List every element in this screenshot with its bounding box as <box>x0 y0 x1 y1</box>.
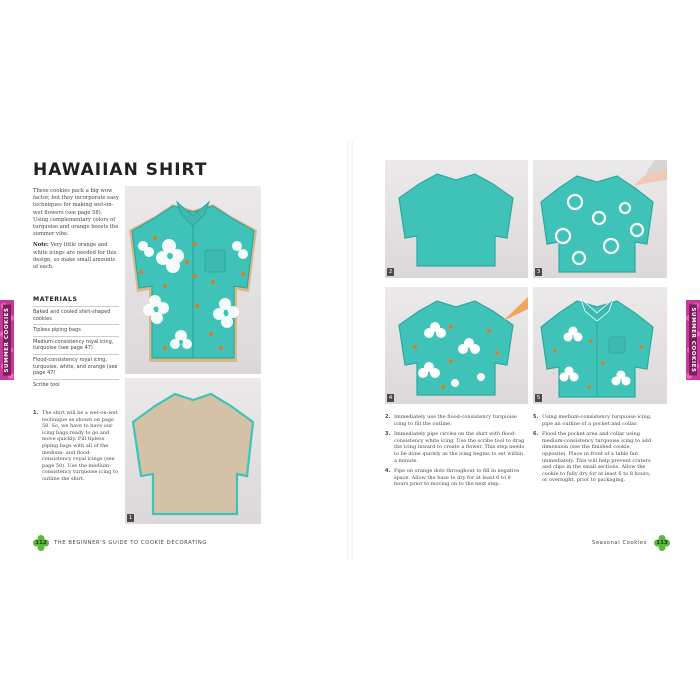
step-text: The shirt will be a wet-on-wet technique as shown on page 58. So, we have to have our icing bags ready to go and move quickly. Fill tipless piping bags with all of the medium- and flood-consistency royal icings (see page 50). Use the medium-consistency turquoise icing to outline the shirt. <box>42 410 118 482</box>
page-number-badge <box>33 535 49 551</box>
chapter-side-tab <box>0 300 14 380</box>
finished-cookie-photo <box>125 186 261 374</box>
step-3 <box>385 431 525 464</box>
intro-text <box>33 188 119 275</box>
material-item: Baked and cooled shirt-shaped cookies <box>33 306 119 324</box>
step-text: Immediately use the flood-consistency turquoise icing to fill the outline. <box>394 414 517 427</box>
page-number: 112 <box>35 540 47 546</box>
material-item: Medium-consistency royal icing, turquoise (see page 47) <box>33 336 119 354</box>
step-photo-1 <box>125 378 261 524</box>
step-text: Pipe on orange dots throughout to fill in negative space. Allow the base to dry for at least 6 to 8 hours prior to moving on to the next step. <box>394 468 520 488</box>
step-5 <box>533 414 657 427</box>
steps-right-col2 <box>533 414 657 488</box>
page-title: HAWAIIAN SHIRT <box>33 160 208 180</box>
step-photo-3 <box>533 160 667 278</box>
steps-left <box>33 410 119 487</box>
book-gutter <box>347 140 353 560</box>
chapter-side-tab-right <box>686 300 700 380</box>
material-item: Tipless piping bags <box>33 324 119 336</box>
step-number: 4. <box>385 468 391 475</box>
step-2 <box>385 414 525 427</box>
steps-right-col1 <box>385 414 525 492</box>
material-item: Scribe tool <box>33 379 119 391</box>
step-4 <box>385 468 525 488</box>
page-number-badge <box>654 535 670 551</box>
page-number: 113 <box>656 540 668 546</box>
step-photo-4 <box>385 287 528 404</box>
step-photo-5 <box>533 287 667 404</box>
photo-badge: 2 <box>388 269 393 275</box>
photo-badge: 5 <box>536 395 541 401</box>
step-number: 5. <box>533 414 539 420</box>
page-folio: Seasonal Cookies <box>592 540 648 546</box>
materials-list <box>33 296 119 390</box>
circles-shirt-cookie <box>533 160 667 278</box>
page-folio: THE BEGINNER'S GUIDE TO COOKIE DECORATING <box>54 540 207 546</box>
step-number: 2. <box>385 414 391 420</box>
note-label: Note: <box>33 242 49 249</box>
intro-paragraph: These cookies pack a big wow factor, but they incorporate easy techniques for making wet-on-wet flowers (see page 58). Using complementary colors of turquoise and orange boosts the summer vibe. <box>33 188 119 238</box>
step-number: 1. <box>33 410 39 416</box>
material-item: Flood-consistency royal icing, turquoise, white, and orange (see page 47) <box>33 354 119 379</box>
step-text: Flood the pocket area and collar using medium-consistency turquoise icing to add dimension (see the finished cookie, opposite). Place in front of a table fan immediately. This will help prevent craters and clips in the small sections. Allow the cookie to fully dry for at least 6 to 8 hours, or overnight, prior to packaging. <box>542 431 652 484</box>
photo-badge: 1 <box>128 515 133 521</box>
step-number: 3. <box>385 431 391 438</box>
photo-badge: 3 <box>536 269 541 275</box>
step-text: Using medium-consistency turquoise icing, pipe an outline of a pocket and collar. <box>542 414 652 427</box>
materials-heading: MATERIALS <box>33 296 78 303</box>
photo-badge: 4 <box>388 395 393 401</box>
finished-shirt-cookie <box>125 186 261 374</box>
step-6 <box>533 431 657 484</box>
step-photo-2 <box>385 160 528 278</box>
side-tab-label: SUMMER COOKIES <box>3 304 11 375</box>
collar-shirt-cookie <box>533 287 667 404</box>
note-paragraph <box>33 242 119 271</box>
step-text: Immediately pipe circles on the shirt with flood-consistency white icing. Use the scribe tool to drag the icing inward to create a flower. This step needs to be done quickly as the icing begins to set within a minute. <box>394 431 525 464</box>
step-1 <box>33 410 119 483</box>
side-tab-label: SUMMER COOKIES <box>689 304 697 375</box>
step-number: 6. <box>533 431 539 438</box>
flowers-shirt-cookie <box>385 287 528 404</box>
outlined-shirt-cookie <box>385 160 528 278</box>
note-text: Very little orange and white icings are needed for this design, so make small amounts of each. <box>33 242 117 271</box>
plain-shirt-cookie <box>125 378 261 524</box>
